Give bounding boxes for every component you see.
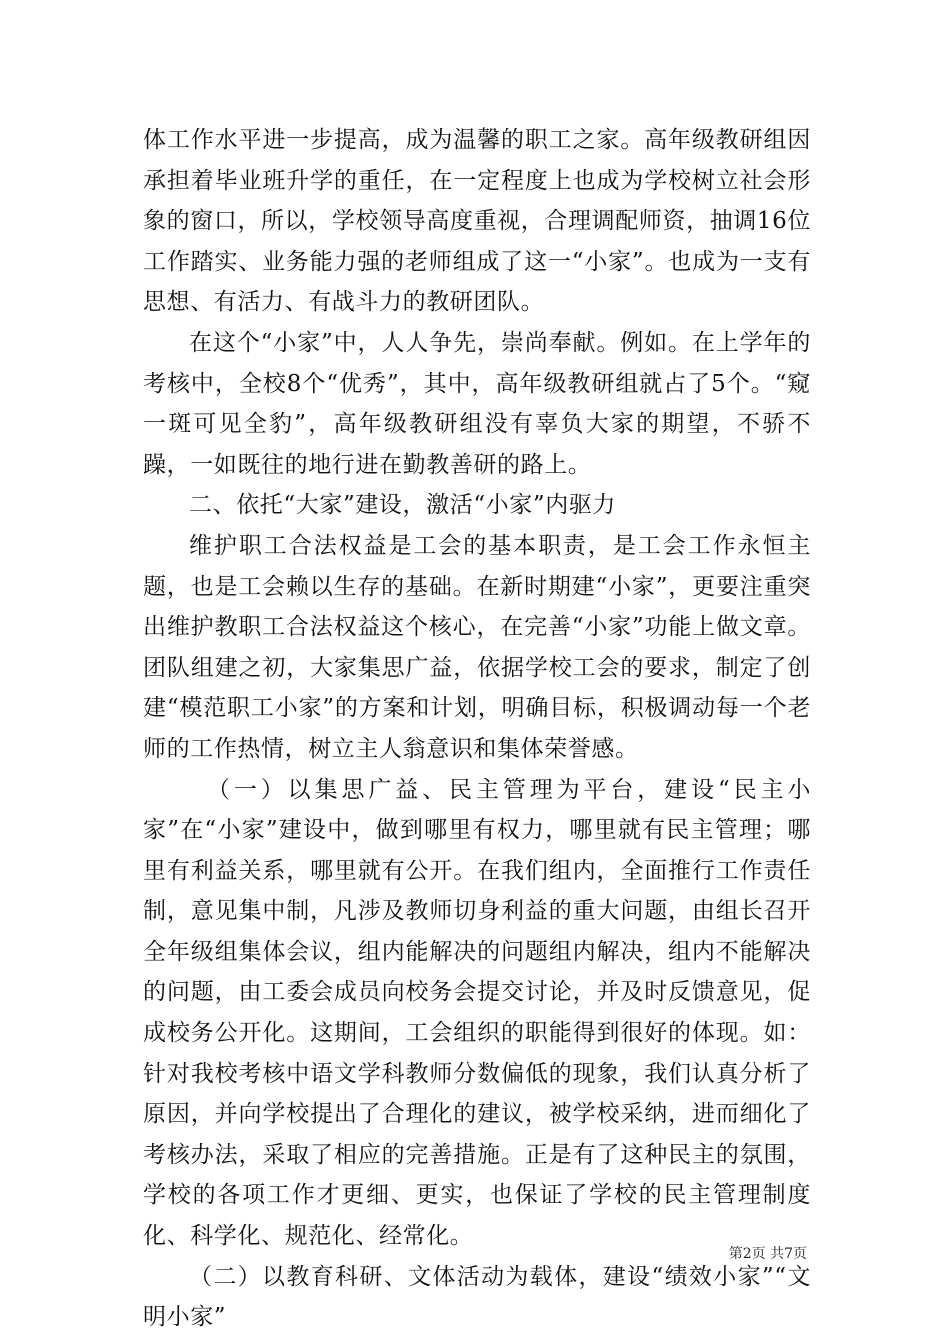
paragraph-democracy: （一）以集思广益、民主管理为平台，建设“民主小家”在“小家”建设中，做到哪里有权力，哪里就有民主管理；哪里有利益关系，哪里就有公开。在我们组内，全面推行工作责任制，意见集中制，凡涉及教师切身利益的重大问题，由组长召开全年级组集体会议，组内能解决的问题组内解决，组内不能解决的问题，由工委会成员向校务会提交讨论，并及时反馈意见，促成校务公开化。这期间，工会组织的职能得到很好的体现。如：针对我校考核中语文学科教师分数偏低的现象，我们认真分析了原因，并向学校提出了合理化的建议，被学校采纳，进而细化了考核办法，采取了相应的完善措施。正是有了这种民主的氛围，学校的各项工作才更细、更实，也保证了学校的民主管理制度化、科学化、规范化、经常化。 [143,776,811,1250]
document-body [143,120,811,1338]
subsection-heading-2: （二）以教育科研、文体活动为载体，建设“绩效小家”“文明小家” [143,1263,811,1331]
section-heading-2: 二、依托“大家”建设，激活“小家”内驱力 [189,492,617,519]
page-number-footer: 第2页 共7页 [728,1246,807,1262]
paragraph-xiaojia: 在这个“小家”中，人人争先，崇尚奉献。例如。在上学年的考核中，全校8个“优秀”，其中，高年级教研组就占了5个。“窥一斑可见全豹”，高年级教研组没有辜负大家的期望，不骄不躁，一如既往的地行进在勤教善研的路上。 [143,329,811,478]
paragraph-rights: 维护职工合法权益是工会的基本职责，是工会工作永恒主题，也是工会赖以生存的基础。在新时期建“小家”，更要注重突出维护教职工合法权益这个核心，在完善“小家”功能上做文章。团队组建之初，大家集思广益，依据学校工会的要求，制定了创建“模范职工小家”的方案和计划，明确目标，积极调动每一个老师的工作热情，树立主人翁意识和集体荣誉感。 [143,532,811,762]
paragraph-continuation: 体工作水平进一步提高，成为温馨的职工之家。高年级教研组因承担着毕业班升学的重任，在一定程度上也成为学校树立社会形象的窗口，所以，学校领导高度重视，合理调配师资，抽调16位工作踏实、业务能力强的老师组成了这一“小家”。也成为一支有思想、有活力、有战斗力的教研团队。 [143,127,811,316]
